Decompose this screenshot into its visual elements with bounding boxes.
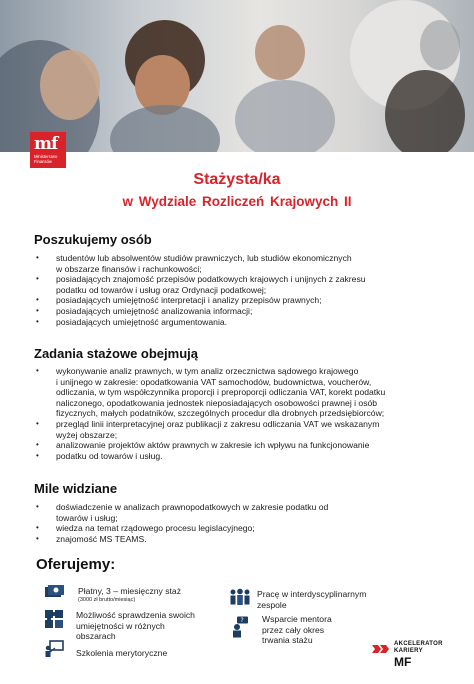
list-item-continuation: naliczonego, opodatkowania jednostek nieposiadających osobowości prawnej i osób [56,397,378,408]
ministry-logo [30,132,66,168]
offer-skills-check: Możliwość sprawdzenia swoich umiejętności w różnych obszarach [76,610,195,641]
page-title: Stażysta/ka [193,171,281,188]
akcelerator-mark: MF [394,655,412,669]
list-item: • znajomość MS TEAMS. [36,534,446,545]
list-item-continuation: towarów i usług; [56,512,118,523]
list-item: • wykonywanie analiz prawnych, w tym analiz orzecznictwa sądowego krajowego [36,366,446,377]
list-item: • analizowanie projektów aktów prawnych w zakresie ich wpływu na funkcjonowanie [36,440,446,451]
logo-mark: mf [34,134,58,154]
list-item: • podatku od towarów i usług. [36,451,446,462]
list-item: • posiadających umiejętność interpretacji i analizy przepisów prawnych; [36,295,446,306]
tasks-list [36,366,446,461]
list-item: • posiadających umiejętność argumentowania. [36,317,446,328]
section-heading-nice-to-have: Mile widziane [34,481,118,496]
money-icon [44,584,66,600]
nice-to-have-list [36,502,446,544]
offer-team-work: Pracę w interdyscyplinarnym zespole [257,589,367,610]
puzzle-icon [44,609,64,629]
presentation-icon [44,640,64,658]
list-item-continuation: w obszarze finansów i rachunkowości; [56,263,202,274]
offer-heading: Oferujemy: [36,556,116,573]
akcelerator-kariery-logo [372,641,462,671]
akcelerator-arrows-icon [372,643,392,655]
list-item-continuation: podatku od towarów i usług oraz Ordynacji podatkowej; [56,284,267,295]
hero-photo [0,0,474,152]
page-subtitle: w Wydziale Rozliczeń Krajowych II [122,194,352,209]
svg-text:?: ? [240,617,244,624]
offer-paid-internship: Płatny, 3 – miesięczny staż (3000 zł brutto/miesiąc) [78,586,182,603]
offer-training: Szkolenia merytoryczne [76,648,168,658]
team-icon [228,588,252,606]
looking-for-list [36,253,446,327]
section-heading-tasks: Zadania stażowe obejmują [34,346,198,361]
mentor-icon [231,616,249,638]
section-heading-looking-for: Poszukujemy osób [34,232,152,247]
list-item: • wiedza na temat rządowego procesu legislacyjnego; [36,523,446,534]
list-item: • posiadających znajomość przepisów podatkowych krajowych i unijnych z zakresu [36,274,446,285]
logo-text: Ministerstwo Finansów [34,154,58,164]
list-item-continuation: odliczania, w tym współczynnika proporcji i preproporcji odliczania VAT, korekt podatku [56,387,386,398]
list-item: • przegląd linii interpretacyjnej oraz publikacji z zakresu odliczania VAT we wskazanym [36,419,446,430]
offer-mentor-support: Wsparcie mentora przez cały okres trwania stażu [262,614,332,645]
list-item-continuation: fizycznych, małych podatników, szczególnych procedur dla drobnych przedsiębiorców; [56,408,385,419]
akcelerator-text: AKCELERATOR KARIERY [394,641,443,654]
list-item: • posiadających umiejętność analizowania informacji; [36,306,446,317]
list-item: • doświadczenie w analizach prawnopodatkowych w zakresie podatku od [36,502,446,513]
list-item-continuation: i unijnego w zakresie: opodatkowania VAT samochodów, budownictwa, voucherów, [56,376,372,387]
list-item: • studentów lub absolwentów studiów prawniczych, lub studiów ekonomicznych [36,253,446,264]
list-item-continuation: wyżej obszarze; [56,429,118,440]
